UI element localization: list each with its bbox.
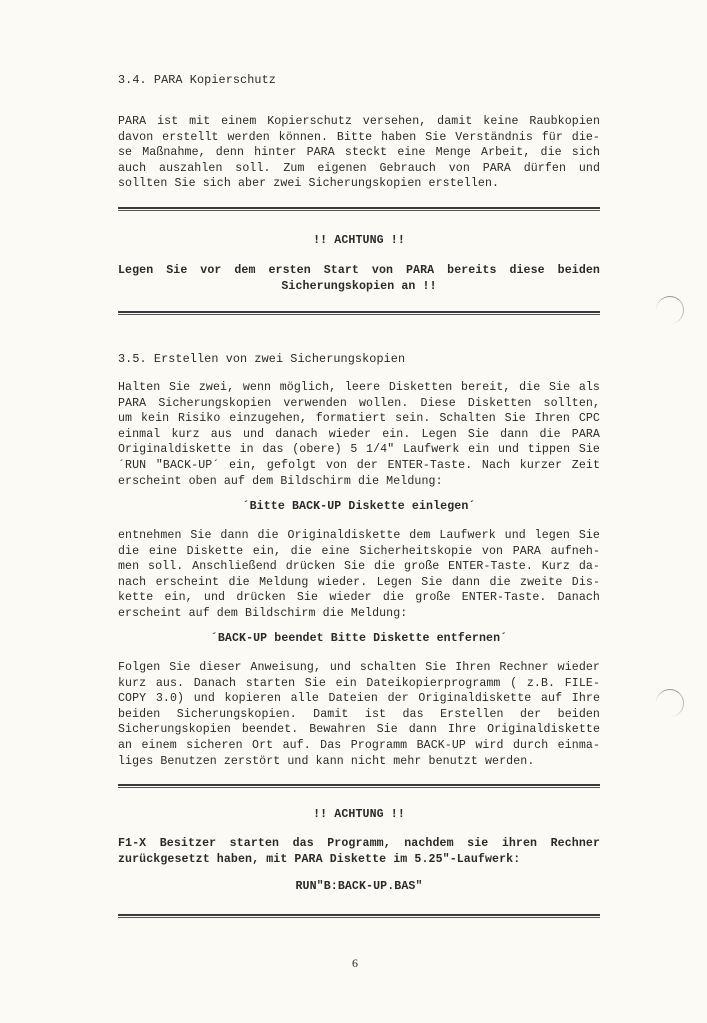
body-line: nach erscheint die Meldung wieder. Legen Sie dann die zweite Dis- [118,575,600,589]
body-line: Sicherungskopien beendet. Bewahren Sie dann Ihre Originaldiskette [118,723,600,737]
body-line: ´RUN "BACK-UP´ ein, gefolgt von der ENTER-Taste. Nach kurzer Zeit [118,458,600,472]
body-line: se Maßnahme, denn hinter PARA steckt eine Menge Arbeit, die sich [118,146,600,160]
body-line: erscheint oben auf dem Bildschirm die Meldung: [118,474,443,488]
warning-2-title: !! ACHTUNG !! [313,808,405,821]
divider-rule [118,207,600,211]
body-line: PARA ist mit einem Kopierschutz versehen, damit keine Raubkopien [118,115,600,128]
body-line: sollten Sie sich aber zwei Sicherungskopien erstellen. [118,177,500,191]
warning-1-body [118,263,600,294]
warning-1-title: !! ACHTUNG !! [313,234,405,247]
body-line: liges Benutzen zerstört und kann nicht mehr benutzt werden. [118,754,535,768]
body-line: PARA Sicherungskopien verwenden wollen. Diese Disketten sollten, [118,396,600,410]
section-3-5-para-1 [118,380,600,489]
punch-hole-icon [656,689,684,717]
command-line: RUN"B:BACK-UP.BAS" [295,880,423,893]
body-line: auch auszahlen soll. Zum eigenen Gebrauch von PARA dürfen und [118,161,600,175]
body-line: davon erstellt werden können. Bitte haben Sie Verständnis für die- [118,130,600,144]
screen-message-2: ´BACK-UP beendet Bitte Diskette entfernen´ [210,632,508,645]
punch-hole-icon [656,296,684,324]
body-line: Originaldiskette in das (obere) 5 1/4" Laufwerk ein und tippen Sie [118,443,600,457]
divider-rule [118,311,600,315]
warning-2-body [118,836,600,867]
body-line: men soll. Anschließend drücken Sie die große ENTER-Taste. Kurz da- [118,560,600,574]
body-line: Folgen Sie dieser Anweisung, und schalten Sie Ihren Rechner wieder [118,661,600,674]
screen-message-1: ´Bitte BACK-UP Diskette einlegen´ [242,500,476,513]
body-line: Halten Sie zwei, wenn möglich, leere Disketten bereit, die Sie als [118,381,600,394]
body-line: kurz aus. Danach starten Sie ein Dateikopierprogramm ( z.B. FILE- [118,676,600,690]
body-line: die eine Diskette ein, die eine Sicherheitskopie von PARA aufneh- [118,544,600,558]
body-line: beiden Sicherungskopien. Damit ist das Erstellen der beiden [118,707,600,721]
section-3-4-title: 3.4. PARA Kopierschutz [118,73,276,87]
body-line: entnehmen Sie dann die Originaldiskette dem Laufwerk und legen Sie [118,529,600,542]
section-3-5-para-3 [118,660,600,769]
body-line: an einem sicheren Ort auf. Das Programm BACK-UP wird durch einma- [118,738,600,752]
divider-rule [118,784,600,788]
body-line: kette ein, und drücken Sie wieder die große ENTER-Taste. Danach [118,591,600,605]
warning-line: Legen Sie vor dem ersten Start von PARA bereits diese beiden [118,264,600,277]
body-line: um kein Risiko einzugehen, formatiert sein. Schalten Sie Ihren CPC [118,412,600,426]
page-number: 6 [352,956,358,970]
divider-rule [118,914,600,918]
section-3-5-title: 3.5. Erstellen von zwei Sicherungskopien [118,352,406,366]
body-line: einmal kurz aus und danach wieder ein. Legen Sie dann die PARA [118,427,600,441]
section-3-5-para-2 [118,528,600,622]
body-line: COPY 3.0) und kopieren alle Dateien der Originaldiskette auf Ihre [118,692,600,706]
body-line: erscheint auf dem Bildschirm die Meldung: [118,606,408,620]
warning-line: Sicherungskopien an !! [281,279,437,293]
section-3-4-body [118,114,600,192]
warning-line: zurückgesetzt haben, mit PARA Diskette im 5.25"-Laufwerk: [118,852,521,866]
warning-line: F1-X Besitzer starten das Programm, nachdem sie ihren Rechner [118,837,600,850]
